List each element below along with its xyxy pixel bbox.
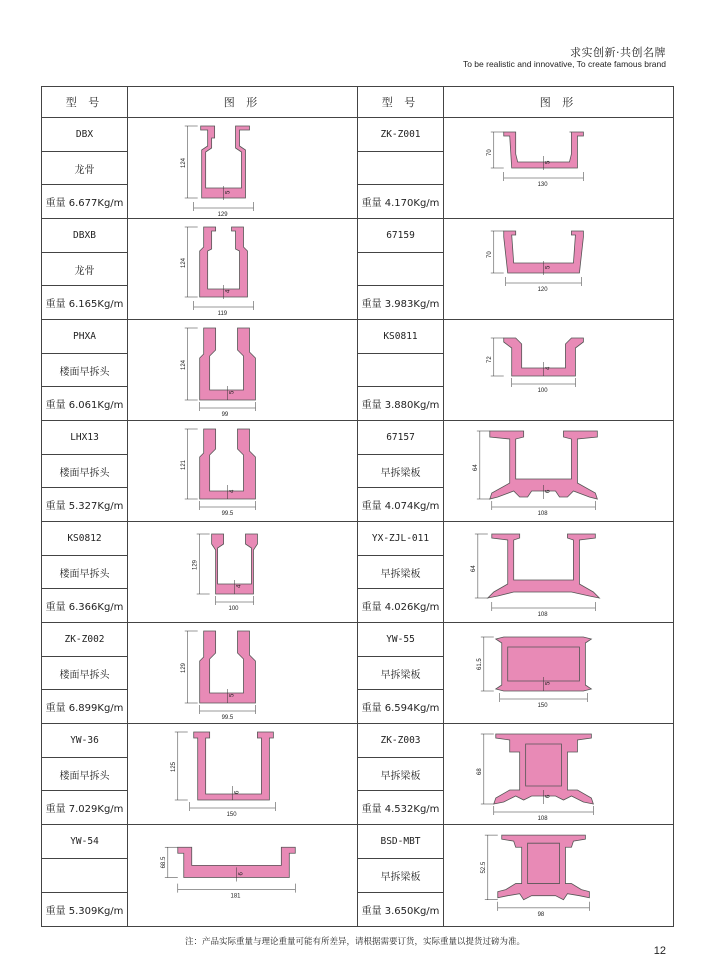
profile-weight: 重量 3.880Kg/m xyxy=(361,400,440,412)
height-label: 72 xyxy=(486,356,493,363)
profile-type xyxy=(358,152,443,186)
model-code: YX-ZJL-011 xyxy=(358,522,443,556)
profile-drawing xyxy=(444,320,673,420)
table-row xyxy=(42,219,357,320)
profile-figure xyxy=(128,118,357,218)
width-label: 150 xyxy=(226,811,237,819)
height-label: 129 xyxy=(180,663,187,673)
profile-info xyxy=(358,421,444,521)
profile-type xyxy=(358,253,443,287)
profile-type: 楼面早拆头 xyxy=(42,657,127,691)
model-code: LHX13 xyxy=(42,421,127,455)
profile-weight: 重量 6.594Kg/m xyxy=(361,703,440,715)
width-label: 98 xyxy=(537,911,545,918)
profile-figure xyxy=(444,421,673,521)
slogan-en: To be realistic and innovative, To create famous brand xyxy=(462,59,666,69)
profile-figure xyxy=(128,623,357,723)
height-label: 124 xyxy=(180,258,187,268)
table-row xyxy=(42,421,357,522)
height-label: 61.5 xyxy=(476,658,483,670)
profile-shape xyxy=(498,835,590,900)
height-label: 121 xyxy=(180,460,187,470)
figure-header: 图 形 xyxy=(223,96,262,109)
thickness-label: 5 xyxy=(545,265,552,269)
width-label: 120 xyxy=(537,286,548,294)
height-label: 70 xyxy=(486,149,493,156)
model-code: YW-36 xyxy=(42,724,127,758)
profile-info xyxy=(358,219,444,319)
profile-type: 龙骨 xyxy=(42,253,127,287)
width-label: 99 xyxy=(221,411,229,419)
thickness-label: 4 xyxy=(225,289,232,293)
profile-drawing xyxy=(444,421,673,521)
thickness-label: 4 xyxy=(236,584,243,588)
height-label: 68 xyxy=(476,768,483,775)
profile-weight: 重量 4.532Kg/m xyxy=(361,804,440,816)
height-label: 70 xyxy=(486,251,493,258)
width-label: 181 xyxy=(230,893,241,900)
width-label: 150 xyxy=(537,702,548,710)
profile-info xyxy=(358,522,444,622)
thickness-label: 5 xyxy=(545,160,552,164)
width-label: 100 xyxy=(228,605,239,613)
table-row xyxy=(42,724,357,825)
table-row xyxy=(42,118,357,219)
profile-drawing xyxy=(444,118,673,218)
height-label: 125 xyxy=(170,762,177,772)
profile-type: 早拆梁板 xyxy=(358,556,443,590)
thickness-label: 5 xyxy=(229,390,236,394)
table-row xyxy=(358,724,673,825)
profile-figure xyxy=(444,118,673,218)
profile-figure xyxy=(128,825,357,926)
profile-drawing xyxy=(444,522,673,622)
table-row xyxy=(358,522,673,623)
height-label: 124 xyxy=(180,158,187,168)
table-row xyxy=(42,623,357,724)
profile-drawing xyxy=(444,219,673,319)
profile-info xyxy=(42,724,128,824)
height-label: 68.5 xyxy=(160,856,167,869)
thickness-label: 5 xyxy=(229,693,236,697)
footnote: 注：产品实际重量与理论重量可能有所差异，请根据需要订货，实际重量以提货过磅为准。 xyxy=(184,937,525,947)
model-header: 型 号 xyxy=(42,87,128,117)
profile-figure xyxy=(444,724,673,824)
profile-type: 早拆梁板 xyxy=(358,455,443,489)
model-code: PHXA xyxy=(42,320,127,354)
profile-figure xyxy=(128,421,357,521)
model-code: 67157 xyxy=(358,421,443,455)
width-label: 108 xyxy=(537,815,548,823)
model-code: ZK-Z001 xyxy=(358,118,443,152)
width-label: 99.5 xyxy=(221,714,234,722)
model-code: 67159 xyxy=(358,219,443,253)
width-label: 100 xyxy=(537,387,548,395)
model-code: ZK-Z003 xyxy=(358,724,443,758)
profile-weight: 重量 5.309Kg/m xyxy=(45,906,124,917)
width-label: 108 xyxy=(537,611,548,619)
profile-weight: 重量 6.061Kg/m xyxy=(45,400,124,412)
model-code: KS0812 xyxy=(42,522,127,556)
profile-weight: 重量 6.165Kg/m xyxy=(45,299,124,311)
profile-weight: 重量 3.983Kg/m xyxy=(361,299,440,311)
height-label: 129 xyxy=(192,560,199,570)
thickness-label: 4 xyxy=(545,366,552,370)
profile-figure xyxy=(444,320,673,420)
table-row xyxy=(42,320,357,421)
profile-weight: 重量 6.899Kg/m xyxy=(45,703,124,715)
profile-type: 楼面早拆头 xyxy=(42,354,127,388)
profile-type xyxy=(42,859,127,893)
model-code: DBX xyxy=(42,118,127,152)
table-header xyxy=(358,87,673,118)
profile-weight: 重量 4.074Kg/m xyxy=(361,501,440,513)
profile-drawing xyxy=(128,421,357,521)
profile-info xyxy=(42,219,128,319)
profile-weight: 重量 4.026Kg/m xyxy=(361,602,440,614)
profile-figure xyxy=(128,724,357,824)
height-label: 64 xyxy=(472,464,479,471)
profile-weight: 重量 5.327Kg/m xyxy=(45,501,124,513)
thickness-label: 6 xyxy=(545,794,552,798)
thickness-label: 5 xyxy=(545,681,552,685)
table-row xyxy=(358,623,673,724)
profile-info xyxy=(42,421,128,521)
width-label: 108 xyxy=(537,510,548,518)
profile-type: 楼面早拆头 xyxy=(42,455,127,489)
profile-drawing xyxy=(128,219,357,319)
right-table xyxy=(357,86,674,927)
thickness-label: 6 xyxy=(238,872,245,876)
table-row xyxy=(358,219,673,320)
profile-figure xyxy=(444,522,673,622)
model-header: 型 号 xyxy=(358,87,444,117)
profile-figure xyxy=(444,219,673,319)
profile-drawing xyxy=(444,724,673,824)
profile-info xyxy=(358,320,444,420)
profile-type: 早拆梁板 xyxy=(358,657,443,691)
profile-figure xyxy=(128,219,357,319)
table-row xyxy=(42,522,357,623)
profile-drawing xyxy=(128,522,357,622)
profile-type: 早拆梁板 xyxy=(358,758,443,792)
profile-info xyxy=(42,522,128,622)
table-row xyxy=(358,320,673,421)
table-row xyxy=(42,825,357,926)
thickness-label: 5 xyxy=(225,190,232,194)
table-row xyxy=(358,421,673,522)
profile-drawing xyxy=(128,118,357,218)
model-code: ZK-Z002 xyxy=(42,623,127,657)
profile-weight: 重量 7.029Kg/m xyxy=(45,804,124,816)
profile-shape xyxy=(488,534,600,598)
profile-weight: 重量 4.170Kg/m xyxy=(361,198,440,210)
model-code: DBXB xyxy=(42,219,127,253)
thickness-label: 4 xyxy=(229,489,236,493)
profile-figure xyxy=(128,522,357,622)
height-label: 64 xyxy=(470,565,477,572)
profile-type: 楼面早拆头 xyxy=(42,556,127,590)
height-label: 124 xyxy=(180,360,187,370)
profile-info xyxy=(358,825,444,926)
profile-info xyxy=(42,825,128,926)
model-code: YW-54 xyxy=(42,825,127,859)
width-label: 130 xyxy=(537,181,548,189)
profile-type: 楼面早拆头 xyxy=(42,758,127,792)
profile-shape xyxy=(194,732,274,800)
profile-figure xyxy=(444,825,673,926)
profile-figure xyxy=(128,320,357,420)
table-header xyxy=(42,87,357,118)
profile-type xyxy=(358,354,443,388)
profile-drawing xyxy=(444,623,673,723)
profile-shape xyxy=(201,126,250,198)
table-row xyxy=(358,825,673,926)
profile-type: 早拆梁板 xyxy=(358,859,443,893)
profile-drawing xyxy=(128,623,357,723)
profile-weight: 重量 6.677Kg/m xyxy=(45,198,124,210)
table-row xyxy=(358,118,673,219)
profile-drawing xyxy=(128,825,357,926)
left-table xyxy=(41,86,358,927)
profile-drawing xyxy=(128,320,357,420)
model-code: YW-55 xyxy=(358,623,443,657)
profile-info xyxy=(358,623,444,723)
profile-info xyxy=(358,724,444,824)
width-label: 129 xyxy=(217,211,228,218)
profile-type: 龙骨 xyxy=(42,152,127,186)
page-number: 12 xyxy=(653,945,666,957)
height-label: 52.5 xyxy=(480,861,487,874)
profile-info xyxy=(42,623,128,723)
profile-info xyxy=(42,320,128,420)
profile-weight: 重量 6.366Kg/m xyxy=(45,602,124,614)
thickness-label: 6 xyxy=(545,489,552,493)
profile-info xyxy=(358,118,444,218)
width-label: 99.5 xyxy=(221,510,234,518)
model-code: BSD-MBT xyxy=(358,825,443,859)
profile-weight: 重量 3.650Kg/m xyxy=(361,906,440,917)
model-code: KS0811 xyxy=(358,320,443,354)
profile-drawing xyxy=(444,825,673,926)
profile-figure xyxy=(444,623,673,723)
slogan-cn: 求实创新·共创名牌 xyxy=(570,46,666,59)
width-label: 119 xyxy=(217,310,228,318)
profile-drawing xyxy=(128,724,357,824)
figure-header: 图 形 xyxy=(539,96,578,109)
thickness-label: 6 xyxy=(234,790,241,794)
profile-info xyxy=(42,118,128,218)
